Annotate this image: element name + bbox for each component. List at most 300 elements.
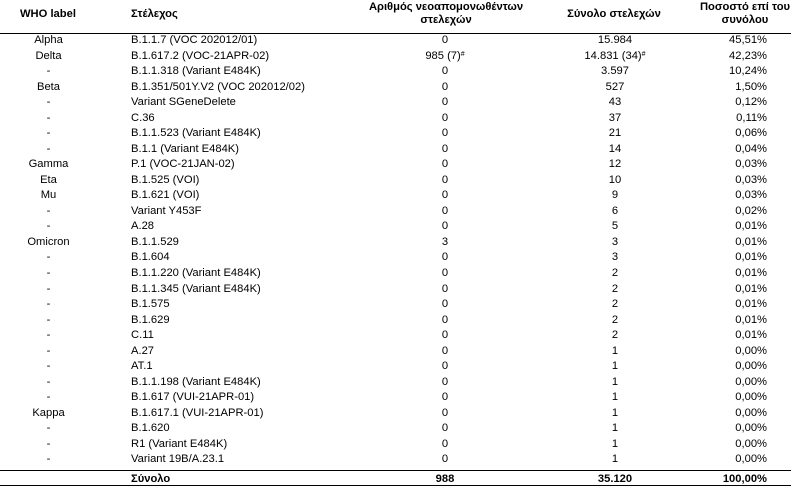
cell-who-label-text: - [46, 96, 51, 109]
cell-percentage-text: 0,00% [735, 360, 767, 373]
header-pct-line1: Ποσοστό επί του [699, 1, 791, 13]
cell-new-isolates [380, 437, 510, 453]
cell-who-label [0, 313, 97, 329]
cell-total-strains-text: 1 [611, 344, 619, 357]
cell-who-label [0, 219, 97, 235]
cell-total-strains-text: 1 [611, 360, 619, 373]
cell-total-strains-text: 1 [611, 391, 619, 404]
table-row [0, 437, 791, 453]
cell-total-strains [560, 173, 670, 189]
cell-who-label [0, 282, 97, 298]
header-new-line2: στελεχών [420, 14, 472, 26]
cell-who-label [0, 95, 97, 111]
cell-who-label [0, 359, 97, 375]
cell-new-isolates [380, 452, 510, 468]
cell-strain-text: AT.1 [131, 360, 153, 373]
cell-new-isolates-text: 0 [441, 96, 449, 109]
cell-percentage-text: 0,03% [735, 189, 767, 202]
cell-strain [131, 328, 154, 344]
cell-who-label-text: - [46, 437, 51, 450]
cell-new-isolates [380, 219, 510, 235]
cell-total-strains [560, 157, 670, 173]
cell-percentage [690, 452, 767, 468]
cell-percentage-text: 0,00% [735, 344, 767, 357]
cell-total-strains-text: 37 [608, 111, 622, 124]
cell-percentage-text: 0,00% [735, 422, 767, 435]
table-row [0, 375, 791, 391]
cell-new-isolates-text: 0 [441, 204, 449, 217]
cell-total-strains-text: 1 [611, 437, 619, 450]
cell-total-strains [560, 421, 670, 437]
cell-total-strains-text: 6 [611, 204, 619, 217]
cell-new-isolates-text: 0 [441, 65, 449, 78]
cell-who-label [0, 406, 97, 422]
cell-strain-text: B.1.617 (VUI-21APR-01) [131, 391, 255, 404]
cell-new-isolates-text: 0 [441, 437, 449, 450]
table-row [0, 219, 791, 235]
cell-percentage-text: 0,12% [735, 96, 767, 109]
table-row [0, 344, 791, 360]
cell-new-isolates [380, 421, 510, 437]
cell-total-strains-text: 2 [611, 329, 619, 342]
cell-who-label [0, 111, 97, 127]
table-row [0, 452, 791, 468]
cell-percentage [690, 328, 767, 344]
cell-total-strains-text: 21 [608, 127, 622, 140]
cell-new-isolates-text: 0 [441, 313, 449, 326]
cell-strain-text: Variant 19B/A.23.1 [131, 453, 225, 466]
cell-total-strains [560, 344, 670, 360]
cell-new-isolates-text: 985 (7) [425, 49, 461, 62]
cell-who-label-text: - [46, 282, 51, 295]
cell-who-label [0, 266, 97, 282]
footer-total-strains: 35.120 [597, 473, 633, 485]
cell-new-isolates [380, 95, 510, 111]
cell-who-label-text: Omicron [27, 235, 70, 248]
cell-new-isolates-text: 0 [441, 344, 449, 357]
cell-total-strains [560, 204, 670, 220]
cell-strain [131, 390, 254, 406]
cell-who-label [0, 452, 97, 468]
cell-who-label [0, 297, 97, 313]
cell-total-strains [560, 313, 670, 329]
cell-total-strains [560, 375, 670, 391]
cell-new-isolates-text: 0 [441, 189, 449, 202]
footer-label: Σύνολο [131, 473, 171, 485]
cell-percentage [690, 188, 767, 204]
cell-who-label-text: - [46, 127, 51, 140]
cell-new-isolates-text: 0 [441, 329, 449, 342]
cell-who-label-text: Beta [36, 80, 60, 93]
cell-new-isolates [380, 126, 510, 142]
cell-strain [131, 437, 227, 453]
cell-new-isolates [380, 173, 510, 189]
cell-total-strains-text: 1 [611, 406, 619, 419]
cell-strain-text: B.1.1.7 (VOC 202012/01) [131, 34, 258, 46]
cell-new-isolates [380, 266, 510, 282]
cell-percentage [690, 421, 767, 437]
table-row [0, 173, 791, 189]
cell-who-label [0, 64, 97, 80]
cell-who-label-text: - [46, 344, 51, 357]
cell-percentage-text: 0,01% [735, 329, 767, 342]
cell-who-label-text: - [46, 422, 51, 435]
table-row [0, 204, 791, 220]
cell-percentage-text: 0,01% [735, 282, 767, 295]
cell-new-isolates [380, 313, 510, 329]
cell-strain [131, 80, 305, 96]
cell-total-strains [560, 49, 670, 65]
cell-total-strains [560, 359, 670, 375]
cell-who-label [0, 204, 97, 220]
cell-percentage [690, 313, 767, 329]
cell-new-isolates-text: 0 [441, 142, 449, 155]
table-row [0, 250, 791, 266]
cell-strain-text: B.1.1.318 (Variant E484K) [131, 65, 261, 78]
cell-percentage [690, 235, 767, 251]
table-header [0, 0, 791, 34]
table-row [0, 266, 791, 282]
cell-percentage [690, 80, 767, 96]
cell-who-label-text: - [46, 65, 51, 78]
table-row [0, 80, 791, 96]
cell-strain-text: B.1.620 [131, 422, 170, 435]
cell-strain [131, 49, 269, 65]
cell-new-isolates [380, 235, 510, 251]
cell-percentage-text: 0,00% [735, 453, 767, 466]
cell-new-isolates [380, 157, 510, 173]
cell-percentage [690, 64, 767, 80]
cell-percentage [690, 95, 767, 111]
cell-percentage [690, 49, 767, 65]
cell-strain-text: R1 (Variant E484K) [131, 437, 228, 450]
cell-who-label [0, 437, 97, 453]
cell-total-strains-text: 14 [608, 142, 622, 155]
cell-new-isolates [380, 188, 510, 204]
table-row [0, 188, 791, 204]
cell-percentage [690, 282, 767, 298]
cell-percentage-text: 0,01% [735, 251, 767, 264]
table-row [0, 142, 791, 158]
table-row [0, 406, 791, 422]
table-row [0, 313, 791, 329]
cell-percentage-text: 0,01% [735, 298, 767, 311]
table-row [0, 126, 791, 142]
cell-strain-text: B.1.575 [131, 298, 170, 311]
cell-total-strains-text: 10 [608, 173, 622, 186]
cell-who-label-text: Eta [40, 173, 57, 186]
cell-percentage [690, 437, 767, 453]
cell-percentage-text: 45,51% [729, 34, 767, 46]
cell-who-label-text: Delta [35, 49, 62, 62]
cell-new-isolates-text: 0 [441, 266, 449, 279]
cell-strain [131, 33, 257, 49]
cell-percentage [690, 173, 767, 189]
cell-total-strains [560, 80, 670, 96]
cell-new-isolates-text: 0 [441, 111, 449, 124]
cell-who-label [0, 80, 97, 96]
cell-percentage-text: 0,11% [736, 111, 767, 124]
cell-who-label [0, 126, 97, 142]
cell-strain [131, 111, 155, 127]
cell-who-label-text: - [46, 453, 51, 466]
cell-total-strains-text: 2 [611, 266, 619, 279]
cell-percentage [690, 406, 767, 422]
cell-strain [131, 235, 179, 251]
cell-strain-text: A.27 [131, 344, 155, 357]
cell-total-strains-text: 12 [608, 158, 622, 171]
cell-new-isolates-text: 0 [441, 360, 449, 373]
cell-strain-text: B.1.1.523 (Variant E484K) [131, 127, 261, 140]
cell-who-label [0, 390, 97, 406]
cell-percentage-text: 0,01% [735, 266, 767, 279]
cell-percentage-text: 0,04% [735, 142, 767, 155]
cell-percentage [690, 297, 767, 313]
cell-total-strains-text: 3 [611, 235, 619, 248]
cell-who-label [0, 250, 97, 266]
cell-percentage [690, 157, 767, 173]
table-row [0, 421, 791, 437]
cell-percentage [690, 344, 767, 360]
cell-who-label [0, 33, 97, 49]
cell-new-isolates-footnote-mark: # [460, 50, 465, 58]
cell-new-isolates-text: 0 [441, 158, 449, 171]
cell-total-strains [560, 235, 670, 251]
cell-who-label [0, 173, 97, 189]
header-percentage [690, 1, 791, 27]
cell-total-strains [560, 142, 670, 158]
cell-percentage-text: 1,50% [735, 80, 767, 93]
table-row [0, 49, 791, 65]
cell-new-isolates [380, 142, 510, 158]
cell-new-isolates-text: 0 [441, 391, 449, 404]
cell-who-label [0, 344, 97, 360]
cell-strain [131, 421, 170, 437]
cell-who-label-text: - [46, 204, 51, 217]
cell-who-label-text: - [46, 313, 51, 326]
cell-total-strains-text: 9 [611, 189, 619, 202]
cell-percentage-text: 42,23% [729, 49, 767, 62]
cell-strain-text: B.1.617.2 (VOC-21APR-02) [131, 49, 270, 62]
cell-strain [131, 452, 224, 468]
cell-strain-text: C.36 [131, 111, 155, 124]
cell-total-strains-footnote-mark: # [641, 50, 646, 58]
cell-strain [131, 204, 201, 220]
cell-new-isolates [380, 80, 510, 96]
cell-strain [131, 406, 263, 422]
cell-strain-text: A.28 [131, 220, 155, 233]
cell-total-strains [560, 64, 670, 80]
cell-who-label-text: - [46, 298, 51, 311]
cell-strain-text: B.1.1.220 (Variant E484K) [131, 266, 261, 279]
cell-new-isolates-text: 0 [441, 251, 449, 264]
cell-who-label [0, 375, 97, 391]
cell-total-strains-text: 2 [611, 313, 619, 326]
cell-percentage-text: 0,00% [735, 437, 767, 450]
cell-who-label-text: - [46, 360, 51, 373]
cell-strain [131, 64, 261, 80]
cell-percentage-text: 0,01% [735, 235, 767, 248]
cell-new-isolates [380, 344, 510, 360]
cell-new-isolates [380, 49, 510, 65]
cell-percentage-text: 0,06% [735, 127, 767, 140]
cell-new-isolates-text: 0 [441, 453, 449, 466]
cell-total-strains [560, 95, 670, 111]
table-row [0, 111, 791, 127]
table-row [0, 64, 791, 80]
cell-new-isolates [380, 282, 510, 298]
cell-total-strains [560, 219, 670, 235]
cell-who-label-text: - [46, 142, 51, 155]
cell-who-label [0, 157, 97, 173]
cell-new-isolates-text: 0 [441, 34, 449, 46]
cell-total-strains-text: 1 [611, 375, 619, 388]
cell-percentage-text: 0,00% [735, 375, 767, 388]
cell-total-strains [560, 188, 670, 204]
cell-strain-text: B.1.629 [131, 313, 170, 326]
cell-who-label [0, 188, 97, 204]
cell-who-label [0, 235, 97, 251]
cell-total-strains-text: 14.831 (34) [584, 49, 642, 62]
cell-strain-text: P.1 (VOC-21JAN-02) [131, 158, 235, 171]
cell-percentage [690, 375, 767, 391]
cell-total-strains-text: 1 [611, 453, 619, 466]
cell-new-isolates [380, 375, 510, 391]
cell-percentage-text: 0,01% [735, 313, 767, 326]
cell-percentage [690, 111, 767, 127]
cell-strain-text: B.1.1.198 (Variant E484K) [131, 375, 261, 388]
cell-strain-text: Variant Y453F [131, 204, 202, 217]
cell-strain-text: B.1.351/501Y.V2 (VOC 202012/02) [131, 80, 305, 93]
cell-strain [131, 250, 170, 266]
cell-total-strains [560, 297, 670, 313]
cell-new-isolates [380, 406, 510, 422]
cell-total-strains-text: 3.597 [601, 65, 629, 78]
header-new-isolates [360, 1, 532, 27]
header-who-label: WHO label [20, 8, 76, 20]
cell-strain [131, 157, 235, 173]
cell-who-label-text: - [46, 111, 51, 124]
cell-total-strains-text: 5 [611, 220, 619, 233]
cell-strain-text: B.1.1.345 (Variant E484K) [131, 282, 261, 295]
cell-total-strains-text: 527 [605, 80, 625, 93]
cell-strain [131, 142, 239, 158]
cell-percentage [690, 142, 767, 158]
cell-new-isolates [380, 359, 510, 375]
cell-who-label-text: Kappa [32, 406, 65, 419]
table-row [0, 328, 791, 344]
cell-strain [131, 219, 154, 235]
cell-strain-text: B.1.617.1 (VUI-21APR-01) [131, 406, 264, 419]
cell-total-strains [560, 406, 670, 422]
cell-total-strains [560, 33, 670, 49]
cell-new-isolates-text: 0 [441, 422, 449, 435]
cell-new-isolates-text: 0 [441, 375, 449, 388]
cell-who-label [0, 142, 97, 158]
cell-total-strains-text: 3 [611, 251, 619, 264]
cell-strain [131, 282, 261, 298]
table-row [0, 390, 791, 406]
cell-new-isolates [380, 33, 510, 49]
cell-total-strains [560, 126, 670, 142]
cell-strain-text: B.1.525 (VOI) [131, 173, 200, 186]
cell-strain-text: Variant SGeneDelete [131, 96, 236, 109]
table-body [0, 33, 791, 468]
cell-who-label-text: - [46, 220, 51, 233]
footer-percentage: 100,00% [722, 473, 767, 485]
table-row [0, 359, 791, 375]
cell-percentage-text: 0,01% [735, 220, 767, 233]
header-new-line1: Αριθμός νεοαπομονωθέντων [368, 1, 524, 13]
cell-percentage-text: 10,24% [729, 65, 767, 78]
cell-strain [131, 359, 153, 375]
cell-strain [131, 297, 170, 313]
cell-new-isolates-text: 3 [441, 235, 449, 248]
cell-who-label-text: - [46, 329, 51, 342]
cell-percentage [690, 33, 767, 49]
cell-strain [131, 344, 154, 360]
cell-strain [131, 173, 199, 189]
cell-strain [131, 266, 261, 282]
cell-who-label [0, 328, 97, 344]
header-total-strains: Σύνολο στελεχών [567, 8, 661, 20]
cell-new-isolates [380, 64, 510, 80]
cell-new-isolates-text: 0 [441, 298, 449, 311]
cell-percentage-text: 0,02% [735, 204, 767, 217]
cell-new-isolates [380, 390, 510, 406]
cell-new-isolates-text: 0 [441, 127, 449, 140]
table-row [0, 297, 791, 313]
cell-percentage-text: 0,00% [735, 406, 767, 419]
cell-total-strains [560, 250, 670, 266]
cell-total-strains [560, 390, 670, 406]
cell-new-isolates [380, 204, 510, 220]
cell-new-isolates [380, 328, 510, 344]
cell-who-label-text: Mu [40, 189, 57, 202]
cell-who-label-text: - [46, 251, 51, 264]
cell-strain [131, 95, 236, 111]
cell-total-strains [560, 452, 670, 468]
table-row [0, 235, 791, 251]
cell-total-strains [560, 111, 670, 127]
cell-total-strains [560, 437, 670, 453]
table-row [0, 157, 791, 173]
cell-strain-text: B.1.1.529 [131, 235, 179, 248]
cell-total-strains [560, 282, 670, 298]
cell-percentage [690, 266, 767, 282]
table-row [0, 282, 791, 298]
cell-percentage [690, 390, 767, 406]
cell-total-strains-text: 15.984 [597, 34, 633, 46]
table-row [0, 95, 791, 111]
cell-total-strains-text: 2 [611, 298, 619, 311]
cell-percentage-text: 0,03% [735, 173, 767, 186]
cell-strain-text: B.1.621 (VOI) [131, 189, 200, 202]
cell-total-strains-text: 2 [611, 282, 619, 295]
cell-percentage [690, 204, 767, 220]
cell-strain [131, 188, 199, 204]
cell-new-isolates [380, 250, 510, 266]
cell-strain [131, 313, 170, 329]
cell-percentage [690, 250, 767, 266]
cell-percentage [690, 219, 767, 235]
header-pct-line2: συνόλου [721, 14, 769, 26]
cell-new-isolates-text: 0 [441, 80, 449, 93]
cell-strain-text: C.11 [131, 329, 154, 342]
cell-total-strains-text: 1 [611, 422, 619, 435]
table-footer-total [0, 470, 791, 486]
cell-percentage [690, 359, 767, 375]
